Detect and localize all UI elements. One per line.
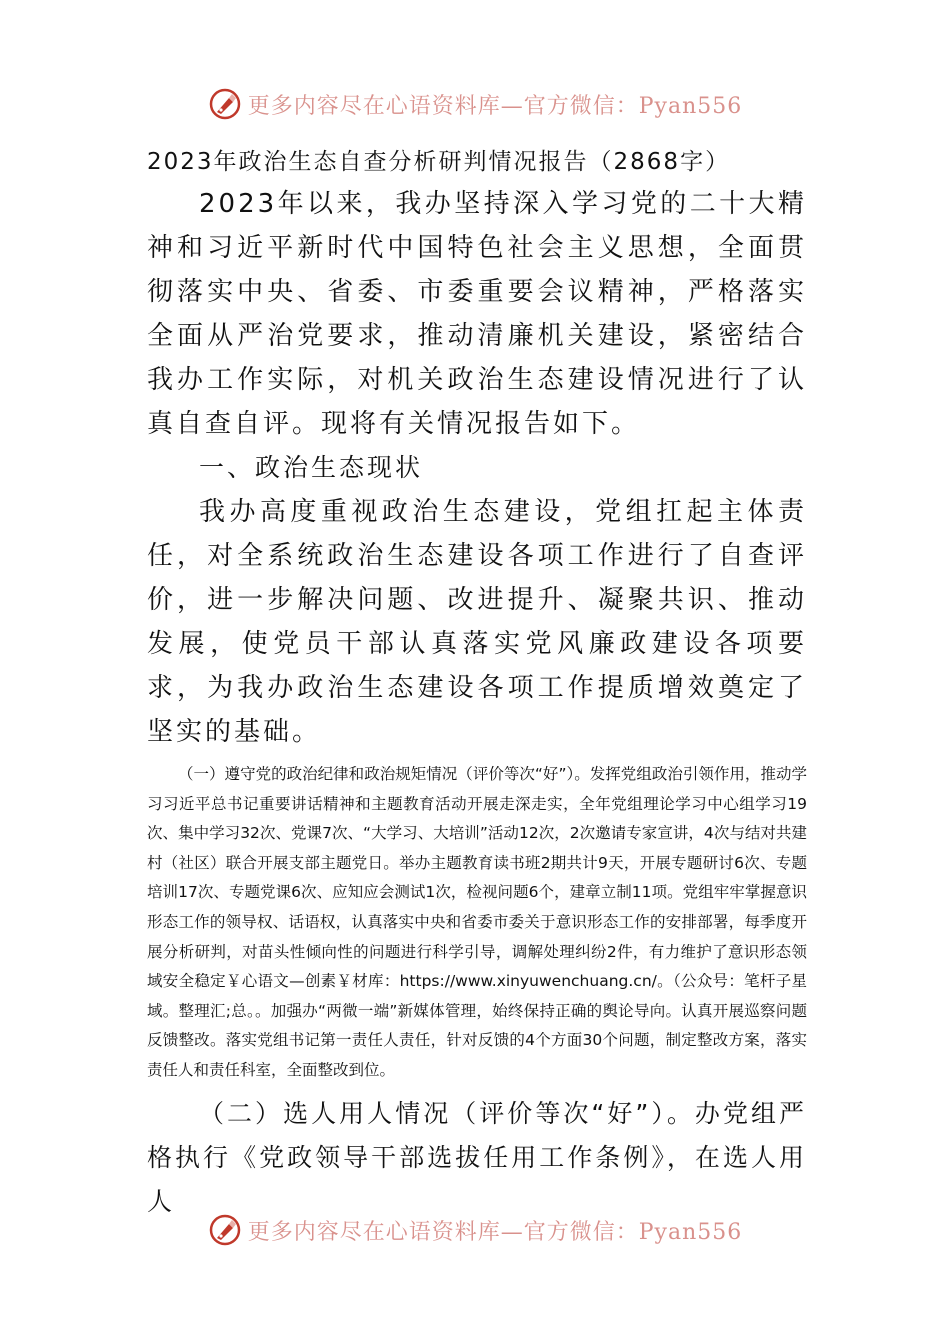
watermark-text: 更多内容尽在心语资料库—官方微信：Pyan556 bbox=[247, 93, 743, 119]
subsection-paragraph-1: （一）遵守党的政治纪律和政治规矩情况（评价等次“好”）。发挥党组政治引领作用，推动学习习近平总书记重要讲话精神和主题教育活动开展走深走实，全年党组理论学习中心组学习19次、集中学习32次、党课7次、“大学习、大培训”活动12次，2次邀请专家宣讲，4次与结对共建村（社区）联合开展支部主题党日。举办主题教育读书班2期共计9天，开展专题研讨6次、专题培训17次、专题党课6次、应知应会测试1次，检视问题6个，建章立制11项。党组牢牢掌握意识形态工作的领导权、话语权，认真落实中央和省委市委关于意识形态工作的安排部署，每季度开展分析研判，对苗头性倾向性的问题进行科学引导，调解处理纠纷2件，有力维护了意识形态领域安全稳定￥心语文—创素￥材库：https://www.xinyuwenchuang.cn/。（公众号：笔杆子星域。整理汇;总。。加强办“两微一端”新媒体管理，始终保持正确的舆论导向。认真开展巡察问题反馈整改。落实党组书记第一责任人责任，针对反馈的4个方面30个问题，制定整改方案，落实责任人和责任科室，全面整改到位。 bbox=[147, 765, 807, 1079]
pen-nib-circle-icon bbox=[208, 1213, 242, 1247]
subsection-paragraph-2: （二）选人用人情况（评价等次“好”）。办党组严格执行《党政领导干部选拔任用工作条例》，在选人用人 bbox=[147, 1098, 807, 1216]
document-body bbox=[147, 142, 807, 1224]
watermark-banner-top bbox=[0, 84, 950, 124]
document-title: 2023年政治生态自查分析研判情况报告（2868字） bbox=[147, 149, 731, 175]
pen-nib-circle-icon bbox=[208, 87, 242, 121]
section-heading: 一、政治生态现状 bbox=[199, 453, 424, 482]
watermark-text: 更多内容尽在心语资料库—官方微信：Pyan556 bbox=[247, 1219, 743, 1245]
intro-paragraph: 2023年以来，我办坚持深入学习党的二十大精神和习近平新时代中国特色社会主义思想，全面贯彻落实中央、省委、市委重要会议精神，严格落实全面从严治党要求，推动清廉机关建设，紧密结合我办工作实际，对机关政治生态建设情况进行了认真自查自评。现将有关情况报告如下。 bbox=[147, 189, 807, 439]
section-paragraph: 我办高度重视政治生态建设，党组扛起主体责任，对全系统政治生态建设各项工作进行了自查评价，进一步解决问题、改进提升、凝聚共识、推动发展，使党员干部认真落实党风廉政建设各项要求，为我办政治生态建设各项工作提质增效奠定了坚实的基础。 bbox=[147, 497, 807, 747]
watermark-banner-bottom bbox=[0, 1210, 950, 1250]
